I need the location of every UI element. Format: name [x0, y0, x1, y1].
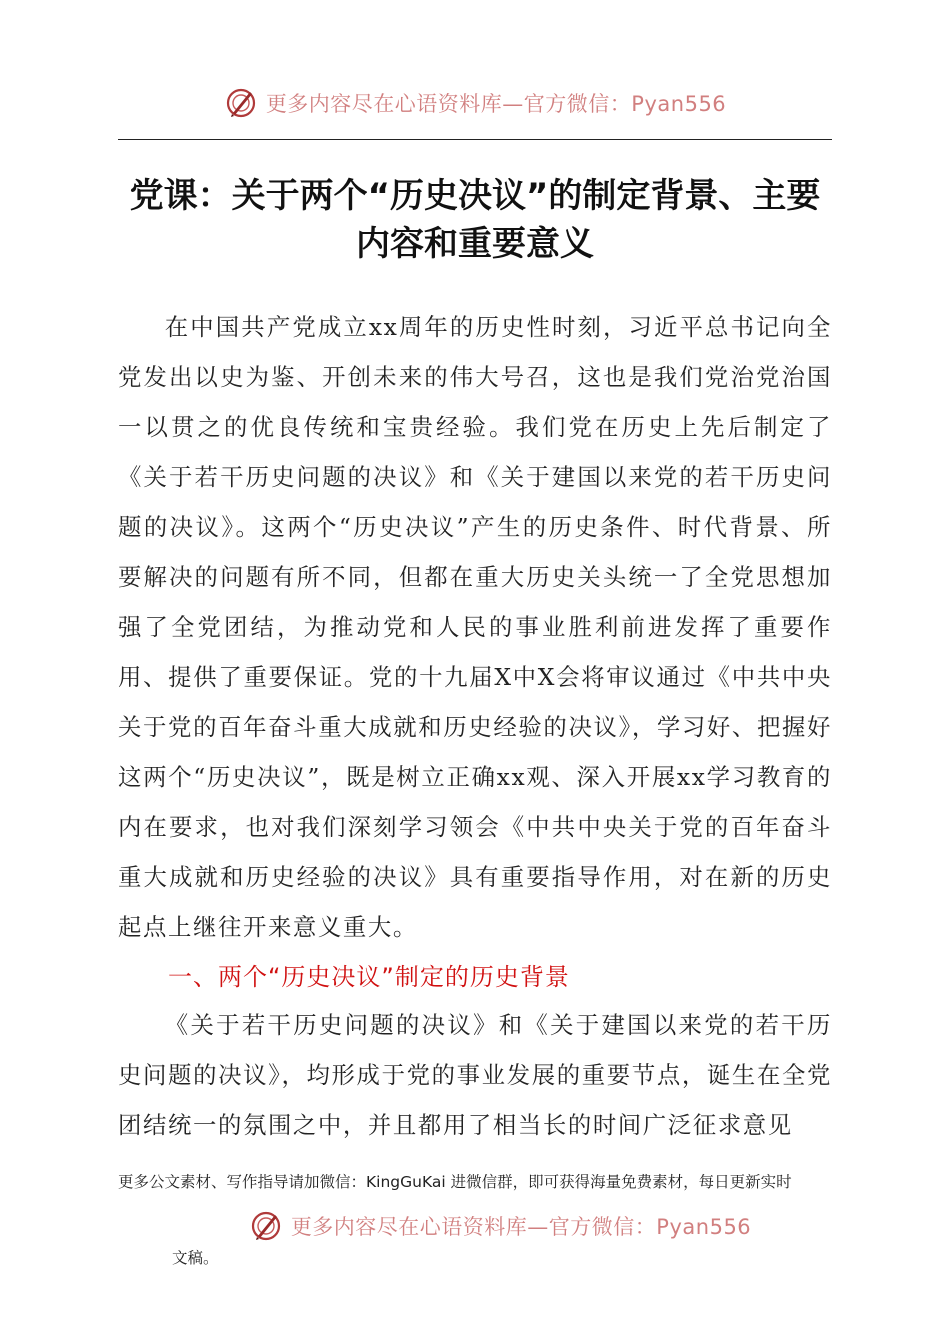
footer-note-tail: 文稿。: [172, 1249, 219, 1267]
header-rule: [118, 139, 832, 140]
pen-circle-logo-icon: [224, 86, 258, 120]
body-paragraph-1: 在中国共产党成立xx周年的历史性时刻，习近平总书记向全党发出以史为鉴、开创未来的伟大号召，这也是我们党治党治国一以贯之的优良传统和宝贵经验。我们党在历史上先后制定了《关于若干历史问题的决议》和《关于建国以来党的若干历史问题的决议》。这两个“历史决议”产生的历史条件、时代背景、所要解决的问题有所不同，但都在重大历史关头统一了全党思想加强了全党团结，为推动党和人民的事业胜利前进发挥了重要作用、提供了重要保证。党的十九届X中X会将审议通过《中共中央关于党的百年奋斗重大成就和历史经验的决议》，学习好、把握好这两个“历史决议”，既是树立正确xx观、深入开展xx学习教育的内在要求，也对我们深刻学习领会《中共中央关于党的百年奋斗重大成就和历史经验的决议》具有重要指导作用，对在新的历史起点上继往开来意义重大。: [118, 313, 832, 941]
watermark-text: 更多内容尽在心语资料库—官方微信：Pyan556: [290, 1215, 752, 1239]
section-heading: 一、两个“历史决议”制定的历史背景: [168, 963, 570, 991]
watermark-top: [0, 86, 950, 120]
document-title: 党课：关于两个“历史决议”的制定背景、主要内容和重要意义: [129, 176, 821, 264]
pen-circle-logo-icon: [249, 1209, 283, 1243]
watermark-text: 更多内容尽在心语资料库—官方微信：Pyan556: [265, 92, 727, 116]
footer-note: 更多公文素材、写作指导请加微信：KingGuKai 进微信群，即可获得海量免费素材，每日更新实时: [118, 1173, 792, 1191]
body-paragraph-2: 《关于若干历史问题的决议》和《关于建国以来党的若干历史问题的决议》，均形成于党的事业发展的重要节点，诞生在全党团结统一的氛围之中，并且都用了相当长的时间广泛征求意见: [118, 1011, 832, 1139]
watermark-bottom: [25, 1209, 950, 1243]
